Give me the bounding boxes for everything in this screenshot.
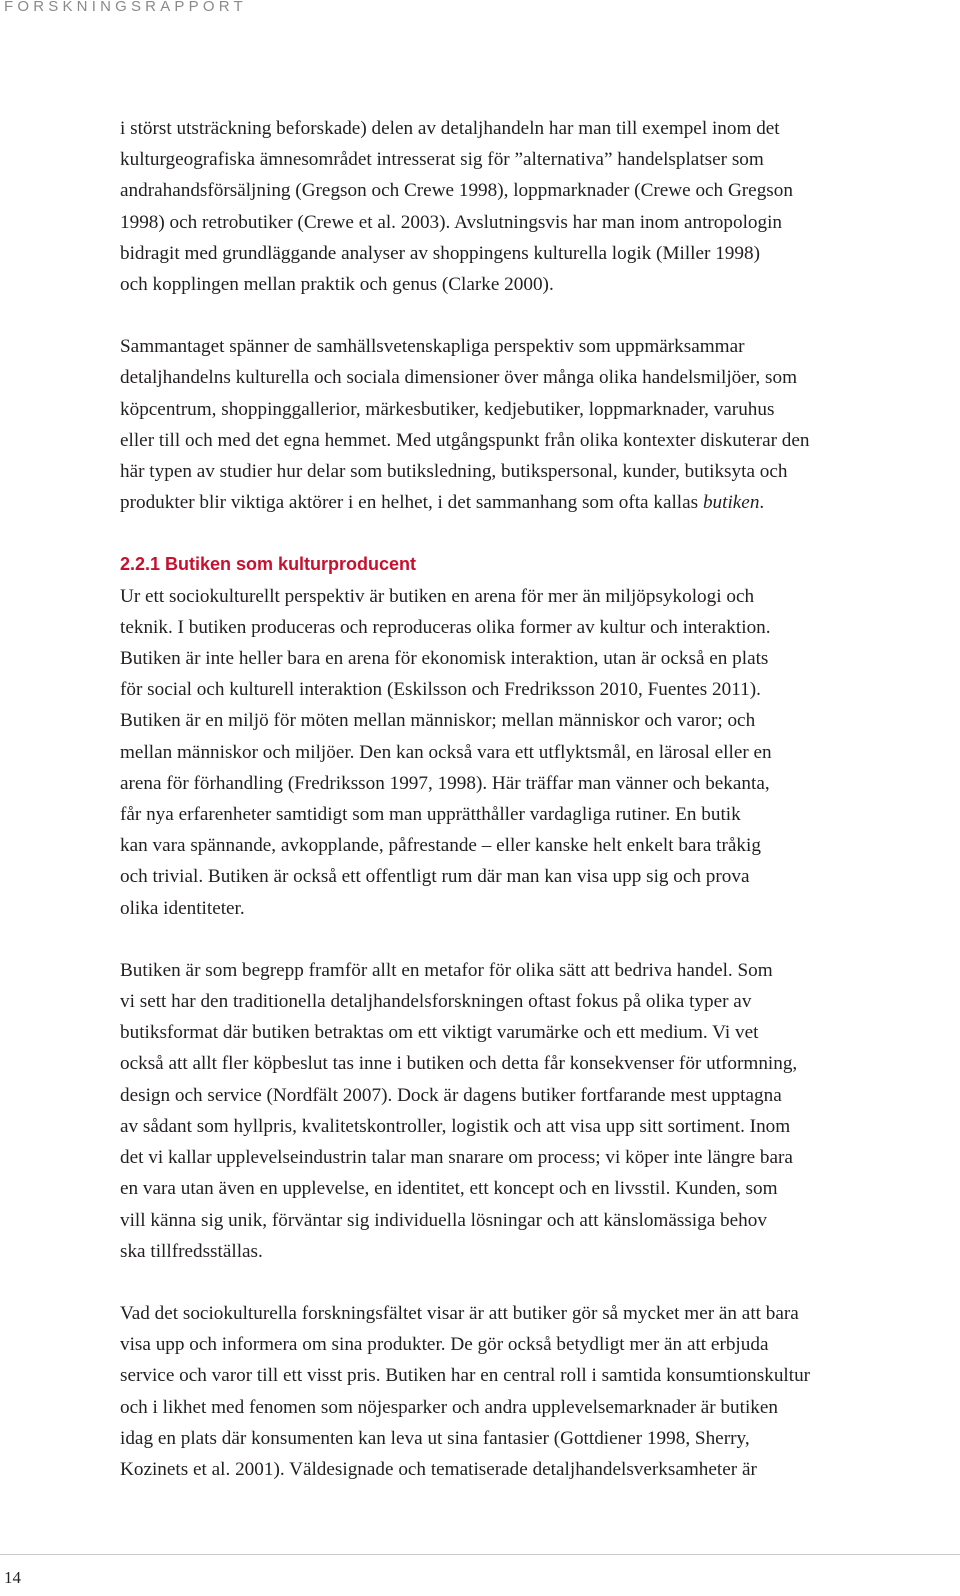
footer-rule xyxy=(0,1554,960,1555)
text-line: mellan människor och miljöer. Den kan också vara ett utflyktsmål, en lärosal eller en xyxy=(120,741,772,763)
text-line: av sådant som hyllpris, kvalitetskontroller, logistik och att visa upp sitt sortiment. Inom xyxy=(120,1115,791,1137)
text-line: Ur ett sociokulturellt perspektiv är butiken en arena för mer än miljöpsykologi och xyxy=(120,585,755,607)
text-line: i störst utsträckning beforskade) delen av detaljhandeln har man till exempel inom det xyxy=(120,118,780,139)
text-line: och i likhet med fenomen som nöjesparker och andra upplevelsemarknader är butiken xyxy=(120,1396,779,1418)
text-line: Butiken är som begrepp framför allt en metafor för olika sätt att bedriva handel. Som xyxy=(120,959,773,981)
text-line: Butiken är inte heller bara en arena för ekonomisk interaktion, utan är också en plats xyxy=(120,648,769,670)
text-line: service och varor till ett visst pris. Butiken har en central roll i samtida konsumtionskultur xyxy=(120,1365,811,1387)
text-run: . xyxy=(759,492,765,514)
text-line: Kozinets et al. 2001). Väldesignade och tematiserade detaljhandelsverksamheter är xyxy=(120,1458,757,1480)
text-line: Butiken är en miljö för möten mellan människor; mellan människor och varor; och xyxy=(120,710,756,732)
text-line: teknik. I butiken produceras och reproduceras olika former av kultur och interaktion. xyxy=(120,616,771,638)
text-line: design och service (Nordfält 2007). Dock är dagens butiker fortfarande mest upptagna xyxy=(120,1084,782,1106)
text-line: vi sett har den traditionella detaljhandelsforskningen oftast fokus på olika typer av xyxy=(120,991,752,1013)
text-line: butiksformat där butiken betraktas om ett viktigt varumärke och ett medium. Vi vet xyxy=(120,1022,759,1044)
text-line: för social och kulturell interaktion (Eskilsson och Fredriksson 2010, Fuentes 2011). xyxy=(120,679,761,701)
paragraph-3 xyxy=(120,581,950,924)
text-line: kan vara spännande, avkopplande, påfrestande – eller kanske helt enkelt bara tråkig xyxy=(120,835,761,857)
text-line: andrahandsförsäljning (Gregson och Crewe 1998), loppmarknader (Crewe och Gregson xyxy=(120,180,793,202)
text-line: Sammantaget spänner de samhällsvetenskapliga perspektiv som uppmärksammar xyxy=(120,336,745,358)
text-line: vill känna sig unik, förväntar sig individuella lösningar och att känslomässiga behov xyxy=(120,1209,767,1231)
text-line: får nya erfarenheter samtidigt som man upprätthåller vardagliga rutiner. En butik xyxy=(120,804,741,826)
running-header: FORSKNINGSRAPPORT xyxy=(4,0,247,15)
text-line: detaljhandelns kulturella och sociala dimensioner över många olika handelsmiljöer, som xyxy=(120,367,797,389)
text-line: ska tillfredsställas. xyxy=(120,1240,263,1262)
text-line-last xyxy=(120,487,950,518)
text-line: här typen av studier hur delar som butiksledning, butikspersonal, kunder, butiksyta och xyxy=(120,461,788,483)
text-line: arena för förhandling (Fredriksson 1997, 1998). Här träffar man vänner och bekanta, xyxy=(120,772,770,794)
text-line: det vi kallar upplevelseindustrin talar man snarare om process; vi köper inte längre bara xyxy=(120,1147,793,1169)
paragraph-4 xyxy=(120,955,950,1267)
text-line: också att allt fler köpbeslut tas inne i butiken och detta får konsekvenser för utformning, xyxy=(120,1053,798,1075)
text-line: 1998) och retrobutiker (Crewe et al. 2003). Avslutningsvis har man inom antropologin xyxy=(120,211,783,233)
text-line: visa upp och informera om sina produkter. De gör också betydligt mer än att erbjuda xyxy=(120,1334,769,1356)
paragraph-1 xyxy=(120,113,950,300)
page-number: 14 xyxy=(4,1568,21,1587)
text-line: eller till och med det egna hemmet. Med utgångspunkt från olika kontexter diskuterar den xyxy=(120,429,810,451)
text-line: köpcentrum, shoppinggallerior, märkesbutiker, kedjebutiker, loppmarknader, varuhus xyxy=(120,398,775,420)
text-line: idag en plats där konsumenten kan leva ut sina fantasier (Gottdiener 1998, Sherry, xyxy=(120,1427,750,1449)
text-line: och kopplingen mellan praktik och genus (Clarke 2000). xyxy=(120,274,554,296)
text-line: kulturgeografiska ämnesområdet intresserat sig för ”alternativa” handelsplatser som xyxy=(120,149,764,171)
paragraph-5 xyxy=(120,1298,950,1485)
text-run: produkter blir viktiga aktörer i en helhet, i det sammanhang som ofta kallas xyxy=(120,492,703,514)
paragraph-2 xyxy=(120,331,950,518)
text-line: en vara utan även en upplevelse, en identitet, ett koncept och en livsstil. Kunden, som xyxy=(120,1178,778,1200)
text-line: Vad det sociokulturella forskningsfältet visar är att butiker gör så mycket mer än att bara xyxy=(120,1302,799,1324)
section-heading: 2.2.1 Butiken som kulturproducent xyxy=(120,554,417,575)
body-text xyxy=(120,113,950,1485)
text-line: olika identiteter. xyxy=(120,897,245,919)
italic-term: butiken xyxy=(702,492,760,514)
text-line: och trivial. Butiken är också ett offentligt rum där man kan visa upp sig och prova xyxy=(120,866,750,888)
text-line: bidragit med grundläggande analyser av shoppingens kulturella logik (Miller 1998) xyxy=(120,242,760,264)
